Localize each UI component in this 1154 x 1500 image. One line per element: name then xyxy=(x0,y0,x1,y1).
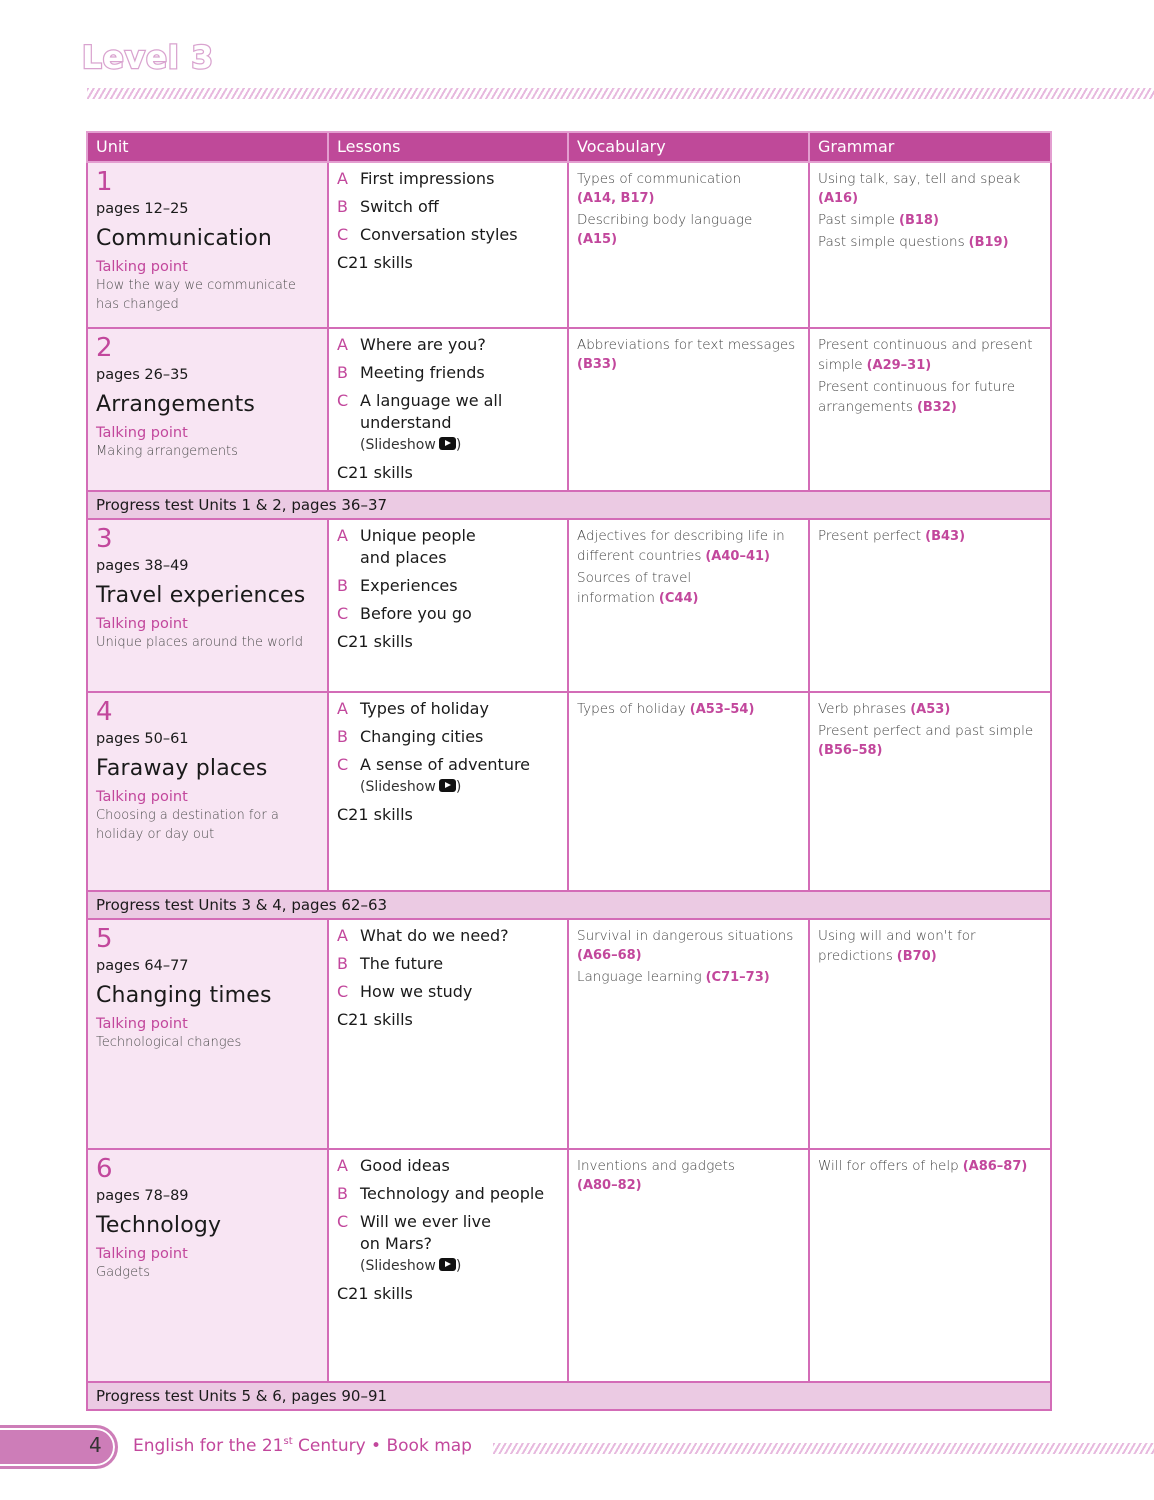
lessons-cell xyxy=(328,162,568,328)
entry-text: Survival in dangerous situations xyxy=(577,928,794,944)
entry-text: Past simple xyxy=(818,212,895,228)
lesson-title: The future xyxy=(360,954,444,973)
lesson-title: What do we need? xyxy=(360,926,509,945)
lesson-item xyxy=(337,224,559,246)
footer-text-part: Century • Book map xyxy=(292,1436,472,1456)
lesson-letter: B xyxy=(337,576,348,595)
unit-title: Faraway places xyxy=(96,756,268,781)
unit-number: 6 xyxy=(96,1154,113,1184)
vocabulary-cell xyxy=(568,692,809,891)
grammar-entry xyxy=(818,926,988,967)
lesson-letter: C xyxy=(337,982,349,1001)
header-lessons: Lessons xyxy=(328,132,568,162)
lesson-letter: C xyxy=(337,225,349,244)
c21-skills: C21 skills xyxy=(337,1284,413,1303)
progress-test-row xyxy=(87,1382,1051,1410)
entry-text: Abbreviations for text messages xyxy=(577,337,796,353)
slideshow-link[interactable]: (Slideshow ) xyxy=(360,1258,462,1274)
lesson-title: A sense of adventure xyxy=(360,755,531,774)
table-row-unit-2 xyxy=(87,328,1051,491)
lesson-title: Good ideas xyxy=(360,1156,450,1175)
vocabulary-entry xyxy=(577,335,800,375)
entry-text: Past simple questions xyxy=(818,234,965,250)
unit-number: 2 xyxy=(96,333,113,363)
lesson-letter: A xyxy=(337,699,348,718)
entry-text: Will for offers of help xyxy=(818,1158,959,1174)
lesson-item xyxy=(337,698,559,720)
slideshow-label: (Slideshow xyxy=(360,1258,436,1274)
entry-text: Present continuous and present simple xyxy=(818,337,1033,373)
header-grammar: Grammar xyxy=(809,132,1051,162)
video-play-icon xyxy=(439,437,456,450)
c21-skills: C21 skills xyxy=(337,1010,413,1029)
page-ref: (A29–31) xyxy=(866,358,932,373)
grammar-cell xyxy=(809,919,1051,1149)
page-ref: (B70) xyxy=(896,949,937,964)
entry-text: Inventions and gadgets xyxy=(577,1158,735,1174)
c21-skills: C21 skills xyxy=(337,632,413,651)
table-header-row xyxy=(87,132,1051,162)
lesson-title: Unique people and places xyxy=(360,526,476,567)
table-row-unit-5 xyxy=(87,919,1051,1149)
talking-point-label: Talking point xyxy=(96,1246,188,1262)
vocabulary-entry xyxy=(577,210,800,250)
lesson-letter: C xyxy=(337,391,349,410)
c21-skills: C21 skills xyxy=(337,463,413,482)
lesson-item xyxy=(337,754,559,798)
page-ref: (B43) xyxy=(925,529,966,544)
unit-pages: pages 12–25 xyxy=(96,201,189,217)
lessons-cell xyxy=(328,919,568,1149)
lesson-letter: C xyxy=(337,604,349,623)
vocabulary-cell xyxy=(568,1149,809,1382)
table-row-unit-4 xyxy=(87,692,1051,891)
entry-text: Types of holiday xyxy=(577,701,686,717)
grammar-entry xyxy=(818,232,1042,253)
talking-point-label: Talking point xyxy=(96,259,188,275)
table-row-unit-6 xyxy=(87,1149,1051,1382)
page-ref: (A14, B17) xyxy=(577,191,655,206)
footer-title xyxy=(133,1436,472,1456)
grammar-entry xyxy=(818,699,1042,720)
vocabulary-cell xyxy=(568,519,809,692)
lesson-item xyxy=(337,196,559,218)
footer-text-part: English for the 21 xyxy=(133,1436,284,1456)
lesson-title: Technology and people xyxy=(360,1184,545,1203)
entry-text: Sources of travel information xyxy=(577,570,692,606)
page-number: 4 xyxy=(89,1433,102,1457)
grammar-entry xyxy=(818,721,1042,761)
page-ref: (A53) xyxy=(910,702,951,717)
unit-cell xyxy=(87,1149,328,1382)
grammar-entry xyxy=(818,1156,1042,1177)
grammar-cell xyxy=(809,328,1051,491)
grammar-entry xyxy=(818,335,1042,376)
unit-cell xyxy=(87,692,328,891)
vocabulary-cell xyxy=(568,328,809,491)
talking-point-label: Talking point xyxy=(96,616,188,632)
entry-text: Using talk, say, tell and speak xyxy=(818,171,1021,187)
page-ref: (A15) xyxy=(577,232,618,247)
unit-number: 4 xyxy=(96,697,113,727)
video-play-icon xyxy=(439,779,456,792)
vocabulary-entry xyxy=(577,169,800,209)
talking-point-label: Talking point xyxy=(96,425,188,441)
lesson-item xyxy=(337,390,559,456)
book-map-table xyxy=(86,131,1052,1411)
lesson-title: Where are you? xyxy=(360,335,486,354)
entry-text: Describing body language xyxy=(577,212,753,228)
entry-text: Adjectives for describing life in different countries xyxy=(577,528,785,564)
lesson-title: Experiences xyxy=(360,576,458,595)
lesson-item xyxy=(337,362,559,384)
grammar-cell xyxy=(809,1149,1051,1382)
talking-point-label: Talking point xyxy=(96,789,188,805)
lesson-item xyxy=(337,1211,559,1277)
table-row-unit-1 xyxy=(87,162,1051,328)
unit-cell xyxy=(87,519,328,692)
footer-superscript: st xyxy=(283,1436,293,1447)
lesson-letter: C xyxy=(337,1212,349,1231)
lessons-cell xyxy=(328,692,568,891)
lesson-letter: B xyxy=(337,363,348,382)
talking-point-text: How the way we communicate has changed xyxy=(96,278,296,312)
page-ref: (A16) xyxy=(818,191,859,206)
unit-pages: pages 38–49 xyxy=(96,558,189,574)
lesson-letter: A xyxy=(337,169,348,188)
lesson-item xyxy=(337,1155,559,1177)
page-ref: (A53–54) xyxy=(689,702,755,717)
slideshow-label: (Slideshow xyxy=(360,437,436,453)
progress-test-label: Progress test Units 5 & 6, pages 90–91 xyxy=(87,1382,1051,1410)
lesson-letter: B xyxy=(337,954,348,973)
page-ref: (B19) xyxy=(968,235,1009,250)
lesson-item xyxy=(337,603,559,625)
decorative-hatch-divider xyxy=(87,88,1154,99)
lesson-item xyxy=(337,953,559,975)
unit-number: 5 xyxy=(96,924,113,954)
slideshow-link[interactable]: (Slideshow ) xyxy=(360,437,462,453)
lessons-cell xyxy=(328,1149,568,1382)
table-row-unit-3 xyxy=(87,519,1051,692)
page-ref: (A40–41) xyxy=(705,549,770,564)
unit-cell xyxy=(87,162,328,328)
grammar-cell xyxy=(809,692,1051,891)
lesson-letter: B xyxy=(337,197,348,216)
grammar-entry xyxy=(818,169,1042,209)
lesson-item xyxy=(337,925,559,947)
entry-text: Verb phrases xyxy=(818,701,907,717)
lesson-title: Conversation styles xyxy=(360,225,518,244)
vocabulary-entry xyxy=(577,568,717,609)
vocabulary-entry xyxy=(577,1156,800,1196)
unit-pages: pages 78–89 xyxy=(96,1188,189,1204)
lessons-cell xyxy=(328,328,568,491)
lesson-title: Meeting friends xyxy=(360,363,485,382)
talking-point-text: Technological changes xyxy=(96,1035,242,1050)
lesson-item xyxy=(337,334,559,356)
unit-number: 1 xyxy=(96,167,113,197)
lesson-item xyxy=(337,1183,559,1205)
slideshow-link[interactable]: (Slideshow ) xyxy=(360,779,462,795)
lesson-letter: A xyxy=(337,335,348,354)
page-ref: (C44) xyxy=(658,591,699,606)
talking-point-text: Gadgets xyxy=(96,1265,150,1280)
unit-title: Technology xyxy=(96,1213,222,1238)
talking-point-text: Unique places around the world xyxy=(96,635,303,650)
entry-text: Using will and won't for predictions xyxy=(818,928,976,964)
vocabulary-cell xyxy=(568,162,809,328)
entry-text: Present perfect xyxy=(818,528,922,544)
lesson-letter: B xyxy=(337,1184,348,1203)
unit-pages: pages 26–35 xyxy=(96,367,189,383)
grammar-entry xyxy=(818,377,1042,418)
vocabulary-entry xyxy=(577,699,800,720)
lesson-item xyxy=(337,575,559,597)
lesson-letter: B xyxy=(337,727,348,746)
lesson-letter: A xyxy=(337,926,348,945)
page-ref: (A66–68) xyxy=(577,948,642,963)
entry-text: Types of communication xyxy=(577,171,742,187)
progress-test-label: Progress test Units 3 & 4, pages 62–63 xyxy=(87,891,1051,919)
lesson-title: How we study xyxy=(360,982,473,1001)
grammar-cell xyxy=(809,162,1051,328)
page-ref: (B33) xyxy=(577,357,617,372)
lesson-title: Types of holiday xyxy=(360,699,489,718)
progress-test-label: Progress test Units 1 & 2, pages 36–37 xyxy=(87,491,1051,519)
page-ref: (B18) xyxy=(899,213,939,228)
entry-text: Present perfect and past simple xyxy=(818,723,1034,739)
entry-text: Present continuous for future arrangements xyxy=(818,379,1016,415)
grammar-entry xyxy=(818,526,1042,547)
header-vocabulary: Vocabulary xyxy=(568,132,809,162)
slideshow-label: (Slideshow xyxy=(360,779,436,795)
vocabulary-entry xyxy=(577,926,800,966)
lesson-letter: C xyxy=(337,755,349,774)
unit-pages: pages 50–61 xyxy=(96,731,189,747)
progress-test-row xyxy=(87,891,1051,919)
unit-cell xyxy=(87,328,328,491)
unit-title: Travel experiences xyxy=(96,583,306,608)
unit-pages: pages 64–77 xyxy=(96,958,189,974)
grammar-cell xyxy=(809,519,1051,692)
decorative-hatch-divider xyxy=(493,1443,1154,1454)
talking-point-text: Choosing a destination for a holiday or day out xyxy=(96,808,279,842)
entry-text: Language learning xyxy=(577,969,702,985)
page-ref: (C71–73) xyxy=(705,970,770,985)
grammar-entry xyxy=(818,210,1042,231)
lesson-title: A language we all understand xyxy=(360,391,503,432)
talking-point-label: Talking point xyxy=(96,1016,188,1032)
lesson-item xyxy=(337,168,559,190)
page-ref: (B32) xyxy=(916,400,957,415)
lessons-cell xyxy=(328,519,568,692)
lesson-item xyxy=(337,726,559,748)
header-unit: Unit xyxy=(87,132,328,162)
lesson-item xyxy=(337,981,559,1003)
lesson-item xyxy=(337,525,559,569)
progress-test-row xyxy=(87,491,1051,519)
lesson-title: Switch off xyxy=(360,197,439,216)
page-title: Level 3 xyxy=(82,40,214,76)
unit-number: 3 xyxy=(96,524,113,554)
page-ref: (A86–87) xyxy=(962,1159,1028,1174)
c21-skills: C21 skills xyxy=(337,805,413,824)
lesson-letter: A xyxy=(337,526,348,545)
video-play-icon xyxy=(439,1258,456,1271)
lesson-title: Before you go xyxy=(360,604,472,623)
vocabulary-entry xyxy=(577,967,800,988)
lesson-title: First impressions xyxy=(360,169,495,188)
page-ref: (A80–82) xyxy=(577,1178,642,1193)
c21-skills: C21 skills xyxy=(337,253,413,272)
lesson-title: Will we ever live on Mars? xyxy=(360,1212,491,1253)
lesson-title: Changing cities xyxy=(360,727,484,746)
vocabulary-cell xyxy=(568,919,809,1149)
lesson-letter: A xyxy=(337,1156,348,1175)
unit-title: Communication xyxy=(96,226,273,251)
unit-title: Changing times xyxy=(96,983,272,1008)
unit-cell xyxy=(87,919,328,1149)
vocabulary-entry xyxy=(577,526,800,567)
page-ref: (B56–58) xyxy=(818,743,883,758)
talking-point-text: Making arrangements xyxy=(96,444,238,459)
unit-title: Arrangements xyxy=(96,392,256,417)
